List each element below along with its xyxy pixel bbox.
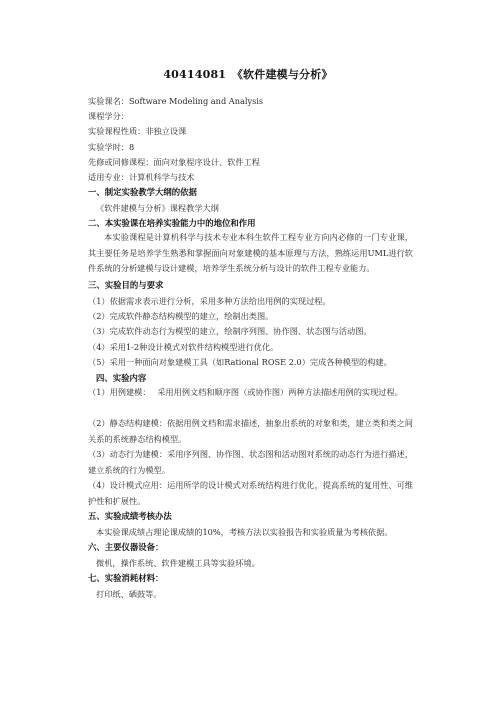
section-4-item-2: （2）静态结构建模：依据用例文档和需求描述，抽象出系统的对象和类，建立类和类之间关系的系统静态结构模型。 (88, 418, 413, 444)
section-3-item-2: （2）完成软件静态结构模型的建立，绘制出类图。 (88, 311, 274, 321)
section-3-item-5: （5）采用一种面向对象建模工具（如Rational ROSE 2.0）完成各种模型的构建。 (88, 357, 392, 367)
section-1-body: 《软件建模与分析》课程教学大纲 (96, 203, 219, 213)
course-prereq: 先修或同修课程：面向对象程序设计、软件工程 (88, 157, 260, 167)
section-6-heading: 六、主要仪器设备： (88, 542, 164, 552)
section-3-item-1: （1）依据需求表示进行分析，采用多种方法给出用例的实现过程。 (88, 296, 331, 306)
section-7-heading: 七、实验消耗材料： (88, 573, 164, 583)
section-4-heading: 四、实验内容 (96, 373, 147, 383)
course-hours: 实验学时：8 (88, 142, 135, 152)
section-6-body: 微机，操作系统、软件建模工具等实验环境。 (96, 558, 260, 568)
course-credits: 课程学分： (88, 111, 129, 121)
course-name: 实验课名：Software Modeling and Analysis (88, 96, 264, 106)
section-3-item-3: （3）完成软件动态行为模型的建立，绘制序列图、协作图、状态图与活动图。 (88, 326, 372, 336)
section-5-heading: 五、实验成绩考核办法 (88, 511, 172, 521)
course-major: 适用专业：计算机科学与技术 (88, 172, 195, 182)
section-7-body: 打印纸、硒鼓等。 (96, 589, 162, 599)
section-4-item-3: （3）动态行为建模：采用序列图、协作图、状态图和活动图对系统的动态行为进行描述，建立系统的行为模型。 (88, 449, 413, 475)
section-1-heading: 一、制定实验教学大纲的依据 (88, 187, 197, 197)
section-2-body: 本实验课程是计算机科学与技术专业本科生软件工程专业方向内必修的一门专业课，其主要任务是培养学生熟悉和掌握面向对象建模的基本原理与方法，熟练运用UML进行软件系统的分析建模与设计建模，培养学生系统分析与设计的软件工程专业能力。 (88, 232, 413, 273)
section-3-heading: 三、实验目的与要求 (88, 280, 164, 290)
section-3-item-4: （4）采用1-2种设计模式对软件结构模型进行优化。 (88, 342, 279, 352)
section-2-heading: 二、本实验课在培养实验能力中的地位和作用 (88, 218, 256, 228)
section-4-item-4: （4）设计模式应用：运用所学的设计模式对系统结构进行优化，提高系统的复用性、可维护性和扩展性。 (88, 480, 413, 506)
section-5-body: 本实验课成绩占理论课成绩的10%，考核方法以实验报告和实验质量为考核依据。 (96, 527, 393, 537)
course-nature: 实验课程性质：非独立设课 (88, 126, 187, 136)
section-4-item-1: （1）用例建模： 采用用例文档和顺序图（或协作图）两种方法描述用例的实现过程。 (88, 387, 403, 397)
document-title: 40414081 《软件建模与分析》 (163, 68, 333, 81)
